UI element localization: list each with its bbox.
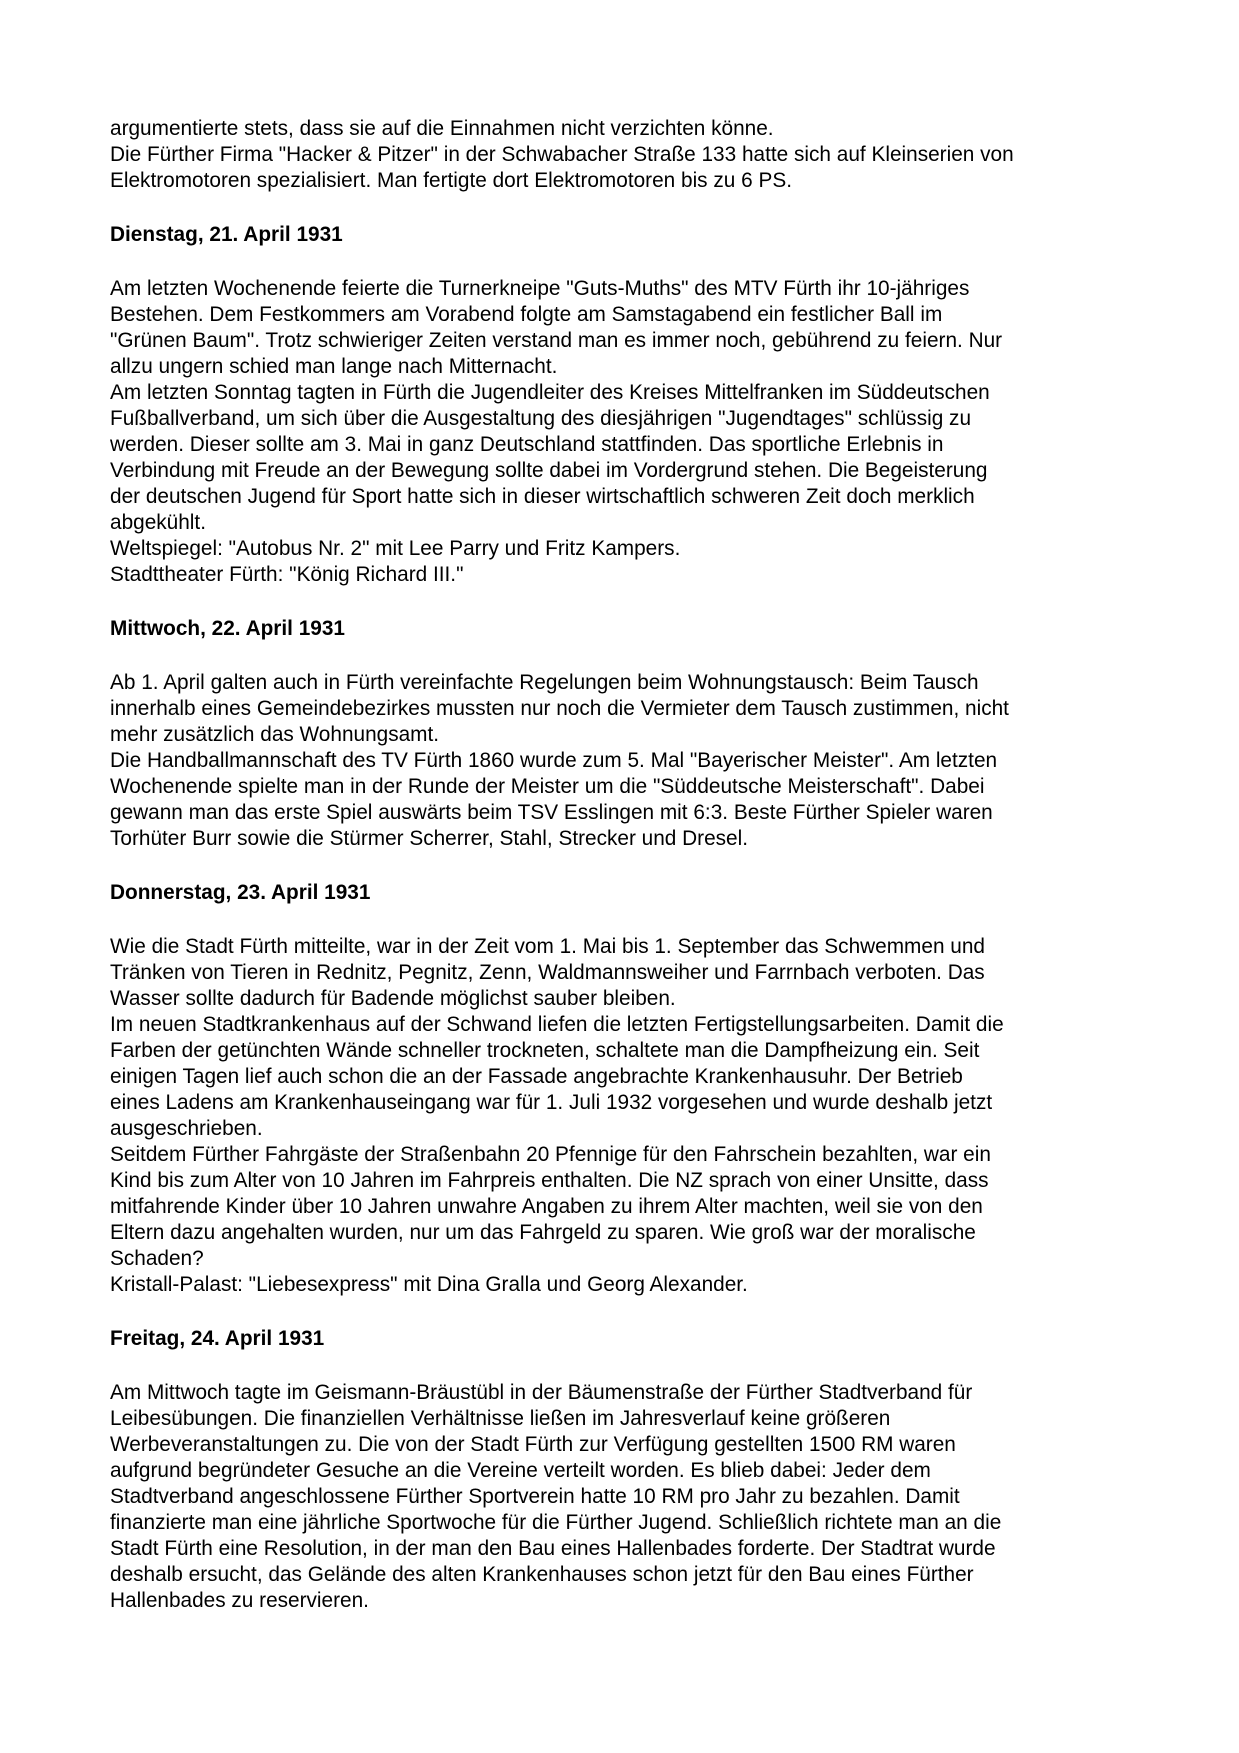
text-line: gewann man das erste Spiel auswärts beim TSV Esslingen mit 6:3. Beste Fürther Spieler waren [110, 801, 993, 824]
intro-paragraph [110, 116, 1221, 142]
day-section-freitag [110, 1326, 1221, 1614]
text-line: Am letzten Sonntag tagten in Fürth die Jugendleiter des Kreises Mittelfranken im Süddeutschen [110, 381, 990, 404]
day-heading: Donnerstag, 23. April 1931 [110, 881, 371, 904]
text-line: werden. Dieser sollte am 3. Mai in ganz Deutschland stattfinden. Das sportliche Erlebnis in [110, 433, 944, 456]
day-heading: Dienstag, 21. April 1931 [110, 223, 343, 246]
text-line: der deutschen Jugend für Sport hatte sich in dieser wirtschaftlich schweren Zeit doch merklich [110, 485, 975, 508]
text-line: finanzierte man eine jährliche Sportwoche für die Fürther Jugend. Schließlich richtete man an die [110, 1511, 1002, 1534]
day-section-donnerstag [110, 880, 1221, 1298]
day-heading: Freitag, 24. April 1931 [110, 1327, 325, 1350]
text-line: Stadtverband angeschlossene Fürther Sportverein hatte 10 RM pro Jahr zu bezahlen. Damit [110, 1485, 960, 1508]
text-line: Hallenbades zu reservieren. [110, 1589, 369, 1612]
text-line: mitfahrende Kinder über 10 Jahren unwahre Angaben zu ihrem Alter machten, weil sie von den [110, 1195, 983, 1218]
body-paragraph [110, 1380, 1221, 1614]
text-line: deshalb ersucht, das Gelände des alten Krankenhauses schon jetzt für den Bau eines Fürther [110, 1563, 974, 1586]
text-line: Eltern dazu angehalten wurden, nur um das Fahrgeld zu sparen. Wie groß war der moralische [110, 1221, 976, 1244]
text-line: Werbeveranstaltungen zu. Die von der Stadt Fürth zur Verfügung gestellten 1500 RM waren [110, 1433, 956, 1456]
text-line: Leibesübungen. Die finanziellen Verhältnisse ließen im Jahresverlauf keine größeren [110, 1407, 891, 1430]
day-heading: Mittwoch, 22. April 1931 [110, 617, 345, 640]
text-line: Kristall-Palast: "Liebesexpress" mit Dina Gralla und Georg Alexander. [110, 1273, 748, 1296]
body-paragraph [110, 934, 1221, 1012]
text-line: Die Fürther Firma "Hacker & Pitzer" in der Schwabacher Straße 133 hatte sich auf Kleinserien von [110, 143, 1014, 166]
text-line: Im neuen Stadtkrankenhaus auf der Schwand liefen die letzten Fertigstellungsarbeiten. Damit die [110, 1013, 1004, 1036]
text-line: Am Mittwoch tagte im Geismann-Bräustübl in der Bäumenstraße der Fürther Stadtverband für [110, 1381, 973, 1404]
body-paragraph [110, 1272, 1221, 1298]
day-section-mittwoch [110, 616, 1221, 852]
text-line: abgekühlt. [110, 511, 206, 534]
text-line: einigen Tagen lief auch schon die an der Fassade angebrachte Krankenhausuhr. Der Betrieb [110, 1065, 963, 1088]
body-paragraph [110, 1142, 1221, 1272]
text-line: Tränken von Tieren in Rednitz, Pegnitz, Zenn, Waldmannsweiher und Farrnbach verboten. Das [110, 961, 985, 984]
text-line: Torhüter Burr sowie die Stürmer Scherrer, Stahl, Strecker und Dresel. [110, 827, 749, 850]
text-line: Ab 1. April galten auch in Fürth vereinfachte Regelungen beim Wohnungstausch: Beim Tausch [110, 671, 979, 694]
text-line: Stadt Fürth eine Resolution, in der man den Bau eines Hallenbades forderte. Der Stadtrat wurde [110, 1537, 996, 1560]
body-paragraph [110, 670, 1221, 748]
text-line: Fußballverband, um sich über die Ausgestaltung des diesjährigen "Jugendtages" schlüssig zu [110, 407, 972, 430]
text-line: aufgrund begründeter Gesuche an die Vereine verteilt worden. Es blieb dabei: Jeder dem [110, 1459, 931, 1482]
text-line: Die Handballmannschaft des TV Fürth 1860 wurde zum 5. Mal "Bayerischer Meister". Am letzten [110, 749, 998, 772]
body-paragraph [110, 1012, 1221, 1142]
text-line: Elektromotoren spezialisiert. Man fertigte dort Elektromotoren bis zu 6 PS. [110, 169, 792, 192]
text-line: Stadttheater Fürth: "König Richard III." [110, 563, 464, 586]
text-line: Wochenende spielte man in der Runde der Meister um die "Süddeutsche Meisterschaft". Dabei [110, 775, 985, 798]
text-line: Am letzten Wochenende feierte die Turnerkneipe "Guts-Muths" des MTV Fürth ihr 10-jähriges [110, 277, 970, 300]
text-line: ausgeschrieben. [110, 1117, 263, 1140]
day-section-dienstag [110, 222, 1221, 588]
intro-paragraph [110, 142, 1221, 194]
body-paragraph [110, 380, 1221, 536]
text-line: Schaden? [110, 1247, 204, 1270]
text-line: innerhalb eines Gemeindebezirkes mussten nur noch die Vermieter dem Tausch zustimmen, nicht [110, 697, 1009, 720]
text-line: Verbindung mit Freude an der Bewegung sollte dabei im Vordergrund stehen. Die Begeisterung [110, 459, 988, 482]
body-paragraph [110, 276, 1221, 380]
text-line: Weltspiegel: "Autobus Nr. 2" mit Lee Parry und Fritz Kampers. [110, 537, 681, 560]
body-paragraph [110, 562, 1221, 588]
text-line: Kind bis zum Alter von 10 Jahren im Fahrpreis enthalten. Die NZ sprach von einer Unsitte, dass [110, 1169, 989, 1192]
text-line: allzu ungern schied man lange nach Mitternacht. [110, 355, 558, 378]
document-body [110, 116, 1221, 1614]
text-line: Wasser sollte dadurch für Badende möglichst sauber bleiben. [110, 987, 676, 1010]
text-line: eines Ladens am Krankenhauseingang war für 1. Juli 1932 vorgesehen und wurde deshalb jetzt [110, 1091, 993, 1114]
text-line: Farben der getünchten Wände schneller trockneten, schaltete man die Dampfheizung ein. Seit [110, 1039, 980, 1062]
text-line: Bestehen. Dem Festkommers am Vorabend folgte am Samstagabend ein festlicher Ball im [110, 303, 943, 326]
body-paragraph [110, 748, 1221, 852]
body-paragraph [110, 536, 1221, 562]
text-line: mehr zusätzlich das Wohnungsamt. [110, 723, 440, 746]
text-line: argumentierte stets, dass sie auf die Einnahmen nicht verzichten könne. [110, 117, 774, 140]
text-line: Seitdem Fürther Fahrgäste der Straßenbahn 20 Pfennige für den Fahrschein bezahlten, war ein [110, 1143, 991, 1166]
text-line: "Grünen Baum". Trotz schwieriger Zeiten verstand man es immer noch, gebührend zu feiern. Nur [110, 329, 1003, 352]
text-line: Wie die Stadt Fürth mitteilte, war in der Zeit vom 1. Mai bis 1. September das Schwemmen und [110, 935, 985, 958]
